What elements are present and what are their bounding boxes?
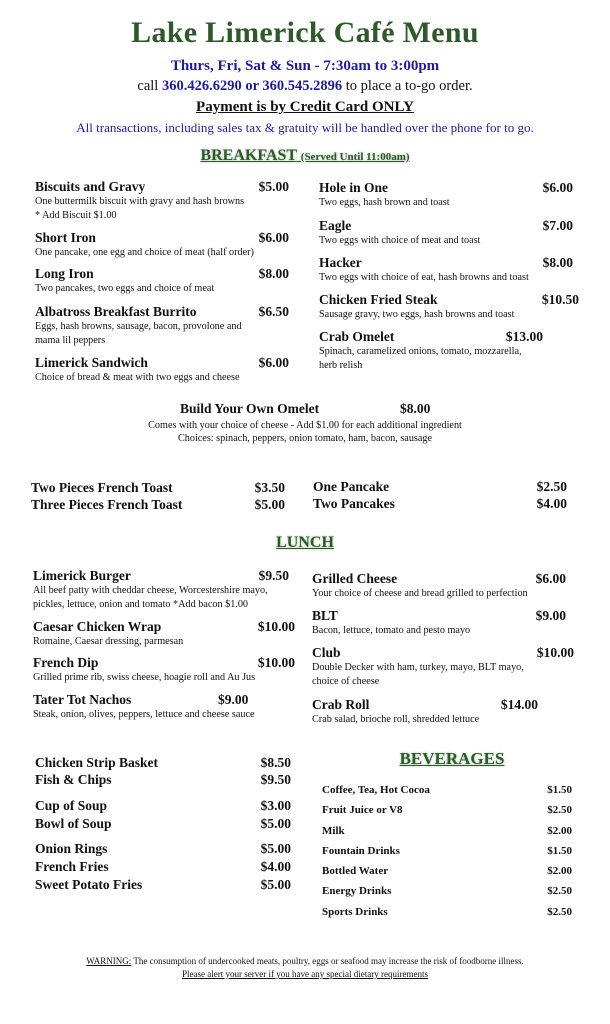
item-price: $10.50 bbox=[541, 292, 579, 307]
menu-item bbox=[33, 568, 289, 611]
item-price: $9.00 bbox=[218, 692, 249, 707]
phone-numbers: 360.426.6290 or 360.545.2896 bbox=[161, 78, 343, 94]
item-name: Three Pieces French Toast bbox=[31, 497, 183, 512]
beverage-item bbox=[322, 824, 572, 838]
beverage-item bbox=[322, 783, 572, 797]
item-price: $2.00 bbox=[547, 865, 572, 877]
item-name: Hole in One bbox=[319, 180, 389, 195]
menu-item bbox=[31, 480, 285, 496]
menu-item bbox=[35, 816, 291, 832]
item-name: Sweet Potato Fries bbox=[35, 877, 143, 892]
payment-notice: Payment is by Credit Card ONLY bbox=[196, 99, 414, 115]
item-description: Two eggs with choice of eat, hash browns and toast bbox=[319, 272, 529, 283]
item-name: Hacker bbox=[319, 255, 362, 270]
menu-item bbox=[319, 218, 573, 248]
item-name: Crab Roll bbox=[312, 697, 370, 712]
item-price: $6.00 bbox=[535, 571, 566, 586]
menu-item bbox=[319, 292, 579, 322]
item-description: Two pancakes, two eggs and choice of meat bbox=[35, 283, 215, 294]
item-name: Fountain Drinks bbox=[322, 845, 400, 857]
item-price: $5.00 bbox=[260, 841, 291, 856]
menu-item bbox=[313, 479, 567, 495]
menu-item bbox=[35, 755, 291, 771]
menu-item bbox=[319, 329, 543, 372]
item-name: Biscuits and Gravy bbox=[35, 179, 146, 194]
item-price: $2.00 bbox=[547, 825, 572, 837]
item-price: $2.50 bbox=[536, 479, 567, 494]
menu-item bbox=[319, 180, 573, 210]
item-price: $2.50 bbox=[547, 885, 572, 897]
dietary-alert bbox=[0, 968, 610, 980]
item-description-extra: choice of cheese bbox=[312, 675, 380, 687]
item-name: Energy Drinks bbox=[322, 885, 392, 897]
item-price: $5.00 bbox=[260, 816, 291, 831]
menu-title: Lake Limerick Café Menu bbox=[131, 16, 479, 49]
item-name: Sports Drinks bbox=[322, 906, 388, 918]
breakfast-heading bbox=[0, 147, 610, 165]
call-prefix: call bbox=[137, 78, 162, 94]
item-name: Crab Omelet bbox=[319, 329, 395, 344]
beverage-item bbox=[322, 884, 572, 898]
item-price: $2.50 bbox=[547, 906, 572, 918]
item-description: Grilled prime rib, swiss cheese, hoagie roll and Au Jus bbox=[33, 672, 256, 683]
item-price: $7.00 bbox=[542, 218, 573, 233]
item-name: Chicken Strip Basket bbox=[35, 755, 159, 770]
omelet-description: Comes with your choice of cheese - Add $1.00 for each additional ingredient bbox=[148, 420, 462, 431]
lunch-heading: LUNCH bbox=[276, 534, 334, 551]
item-description: Spinach, caramelized onions, tomato, mozzarella, bbox=[319, 346, 522, 357]
item-description: Your choice of cheese and bread grilled to perfection bbox=[312, 588, 528, 599]
item-description: One pancake, one egg and choice of meat (half order) bbox=[35, 247, 254, 258]
item-price: $10.00 bbox=[536, 645, 574, 660]
breakfast-heading-text: BREAKFAST bbox=[200, 147, 297, 164]
item-description: Double Decker with ham, turkey, mayo, BLT mayo, bbox=[312, 662, 524, 673]
item-price: $6.00 bbox=[258, 355, 289, 370]
item-price: $9.50 bbox=[260, 772, 291, 787]
item-price: $3.50 bbox=[254, 480, 285, 495]
item-name: Milk bbox=[322, 825, 345, 837]
item-name: BLT bbox=[312, 608, 338, 623]
item-name: Short Iron bbox=[35, 230, 96, 245]
item-description: One buttermilk biscuit with gravy and hash browns bbox=[35, 196, 245, 207]
menu-item bbox=[35, 304, 289, 347]
menu-item bbox=[33, 655, 295, 685]
menu-item bbox=[319, 255, 573, 285]
item-name: Eagle bbox=[319, 218, 352, 233]
item-price: $10.00 bbox=[257, 655, 295, 670]
item-name: Albatross Breakfast Burrito bbox=[35, 304, 197, 319]
item-name: Tater Tot Nachos bbox=[33, 692, 132, 707]
menu-item bbox=[33, 619, 295, 649]
item-name: Two Pieces French Toast bbox=[31, 480, 173, 495]
item-description: Two eggs with choice of meat and toast bbox=[319, 235, 481, 246]
omelet-choices: Choices: spinach, peppers, onion tomato, ham, bacon, sausage bbox=[177, 433, 433, 444]
item-price: $1.50 bbox=[547, 845, 572, 857]
item-name: Club bbox=[312, 645, 341, 660]
menu-item bbox=[31, 497, 285, 513]
item-name: Cup of Soup bbox=[35, 798, 108, 813]
item-price: $5.00 bbox=[254, 497, 285, 512]
beverage-item bbox=[322, 803, 572, 817]
omelet-name: Build Your Own Omelet bbox=[180, 401, 320, 416]
menu-item bbox=[35, 877, 291, 893]
item-description: Sausage gravy, two eggs, hash browns and toast bbox=[319, 309, 515, 320]
call-line bbox=[0, 78, 610, 95]
item-price: $6.50 bbox=[258, 304, 289, 319]
item-price: $8.00 bbox=[542, 255, 573, 270]
item-name: Grilled Cheese bbox=[312, 571, 398, 586]
item-name: One Pancake bbox=[313, 479, 390, 494]
item-description-extra: mama lil peppers bbox=[35, 334, 106, 346]
item-name: Coffee, Tea, Hot Cocoa bbox=[322, 784, 430, 796]
menu-item bbox=[312, 608, 566, 638]
item-name: French Dip bbox=[33, 655, 99, 670]
item-price: $14.00 bbox=[500, 697, 538, 712]
item-description: All beef patty with cheddar cheese, Worcestershire mayo, bbox=[33, 585, 268, 596]
warning-text: The consumption of undercooked meats, poultry, eggs or seafood may increase the risk of foodborne illness. bbox=[131, 956, 524, 966]
item-name: French Fries bbox=[35, 859, 109, 874]
menu-item bbox=[312, 697, 538, 727]
item-price: $6.00 bbox=[258, 230, 289, 245]
item-name: Limerick Sandwich bbox=[35, 355, 148, 370]
menu-item bbox=[35, 179, 289, 222]
item-price: $8.50 bbox=[260, 755, 291, 770]
menu-item bbox=[35, 230, 289, 260]
item-name: Chicken Fried Steak bbox=[319, 292, 438, 307]
item-price: $9.50 bbox=[258, 568, 289, 583]
menu-item bbox=[35, 266, 289, 296]
call-suffix: to place a to-go order. bbox=[342, 78, 473, 94]
menu-item bbox=[35, 841, 291, 857]
item-name: Long Iron bbox=[35, 266, 94, 281]
item-price: $5.00 bbox=[260, 877, 291, 892]
item-name: Limerick Burger bbox=[33, 568, 131, 583]
item-description: Two eggs, hash brown and toast bbox=[319, 197, 450, 208]
warning-label: WARNING: bbox=[86, 956, 132, 966]
item-name: Two Pancakes bbox=[313, 496, 395, 511]
menu-item bbox=[35, 355, 289, 385]
menu-item bbox=[33, 692, 295, 722]
menu-item bbox=[312, 571, 566, 601]
item-name: Fish & Chips bbox=[35, 772, 112, 787]
item-price: $8.00 bbox=[258, 266, 289, 281]
omelet-price: $8.00 bbox=[400, 401, 431, 416]
dietary-alert-text: Please alert your server if you have any special dietary requirements bbox=[182, 969, 428, 979]
item-price: $3.00 bbox=[260, 798, 291, 813]
item-description-extra: pickles, lettuce, onion and tomato *Add bacon $1.00 bbox=[33, 598, 249, 610]
item-price: $13.00 bbox=[505, 329, 543, 344]
item-price: $4.00 bbox=[260, 859, 291, 874]
item-price: $5.00 bbox=[258, 179, 289, 194]
beverages-heading: BEVERAGES bbox=[399, 749, 505, 768]
opening-hours: Thurs, Fri, Sat & Sun - 7:30am to 3:00pm bbox=[170, 58, 440, 74]
item-price: $10.00 bbox=[257, 619, 295, 634]
item-name: Bottled Water bbox=[322, 865, 389, 877]
item-name: Bowl of Soup bbox=[35, 816, 112, 831]
beverage-item bbox=[322, 844, 572, 858]
menu-item bbox=[313, 496, 567, 512]
item-name: Onion Rings bbox=[35, 841, 108, 856]
item-price: $6.00 bbox=[542, 180, 573, 195]
item-description: Choice of bread & meat with two eggs and cheese bbox=[35, 372, 240, 383]
item-price: $4.00 bbox=[536, 496, 567, 511]
item-price: $2.50 bbox=[547, 804, 572, 816]
item-name: Caesar Chicken Wrap bbox=[33, 619, 162, 634]
menu-item bbox=[312, 645, 574, 688]
menu-item bbox=[35, 859, 291, 875]
item-description-extra: herb relish bbox=[319, 359, 363, 371]
item-description-extra: * Add Biscuit $1.00 bbox=[35, 209, 117, 221]
item-description: Crab salad, brioche roll, shredded lettuce bbox=[312, 714, 480, 725]
item-description: Bacon, lettuce, tomato and pesto mayo bbox=[312, 625, 471, 636]
menu-item bbox=[35, 798, 291, 814]
breakfast-subheading: (Served Until 11:00am) bbox=[300, 151, 410, 163]
item-price: $9.00 bbox=[535, 608, 566, 623]
item-name: Fruit Juice or V8 bbox=[322, 804, 403, 816]
item-description: Steak, onion, olives, peppers, lettuce and cheese sauce bbox=[33, 709, 255, 720]
beverage-item bbox=[322, 905, 572, 919]
beverage-item bbox=[322, 864, 572, 878]
item-description: Eggs, hash browns, sausage, bacon, provolone and bbox=[35, 321, 242, 332]
item-price: $1.50 bbox=[547, 784, 572, 796]
foodborne-warning bbox=[0, 955, 610, 967]
item-description: Romaine, Caesar dressing, parmesan bbox=[33, 636, 184, 647]
transactions-notice: All transactions, including sales tax & gratuity will be handled over the phone for to go. bbox=[76, 120, 534, 135]
menu-item bbox=[35, 772, 291, 788]
